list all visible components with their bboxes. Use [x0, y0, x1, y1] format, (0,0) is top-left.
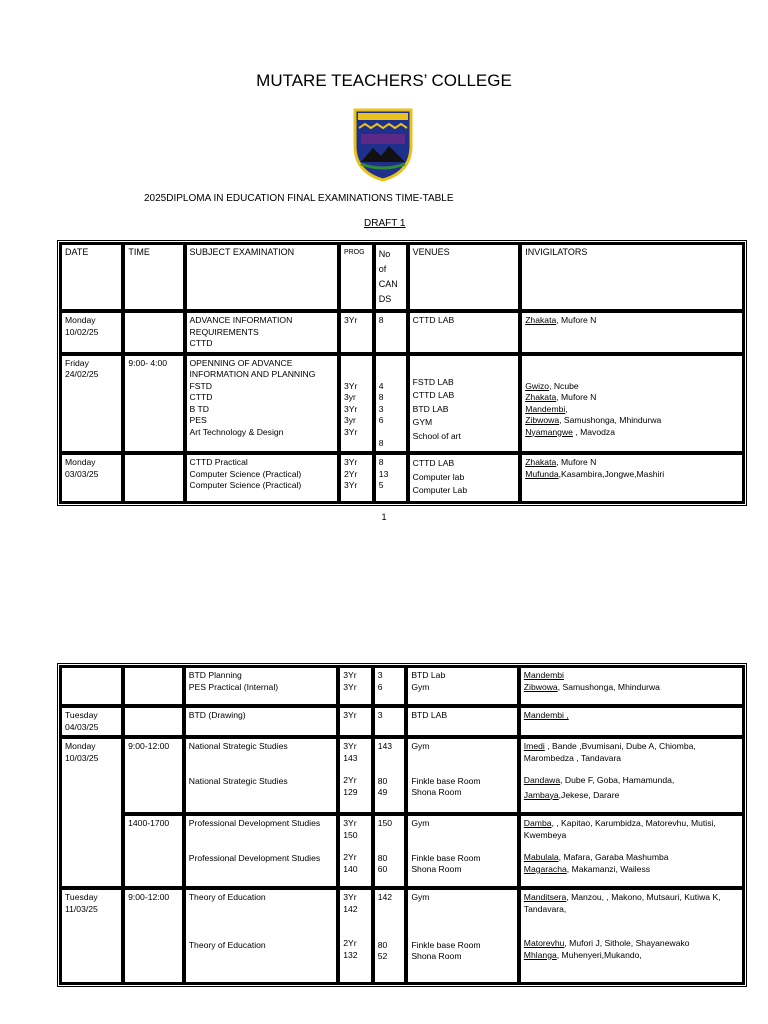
date-cell: [60, 737, 123, 888]
invigilator-name: Damba: [523, 818, 552, 828]
invigilator-line: [524, 741, 739, 753]
prog-cell: [338, 737, 373, 814]
invigilator-line: [525, 457, 739, 469]
prog-line: 3yr: [343, 392, 356, 402]
venue-cell: [406, 666, 518, 706]
venue-cell: CTTD LAB: [408, 311, 521, 354]
invigilator-name: Dandawa: [523, 775, 561, 785]
cands-cell: [373, 888, 407, 984]
date-text: 10/03/25: [65, 752, 99, 763]
invigilator-names: , Mafara, Garaba Mashumba: [558, 852, 669, 862]
prog-cell: [339, 354, 374, 454]
date-cell: [60, 453, 123, 503]
invigilators-cell: [519, 814, 744, 888]
date-cell: [60, 706, 123, 737]
subject-line: National Strategic Studies: [188, 775, 288, 786]
date-cell: [60, 311, 123, 354]
invigilator-names: ,Jekese, Darare: [558, 789, 620, 800]
header-prog: PROG: [339, 243, 374, 311]
invigilator-line: [524, 852, 739, 864]
header-time: TIME: [123, 243, 184, 311]
subject-line: ADVANCE INFORMATION: [189, 315, 293, 325]
invigilator-name: Magaracha: [523, 863, 567, 874]
invigilators-cell: [519, 737, 744, 814]
cands-line: 80: [377, 852, 388, 863]
invigilator-name: Zhakata: [525, 392, 557, 402]
cands-line: 49: [377, 787, 388, 797]
table-row: [60, 311, 744, 354]
timetable-page1: [57, 240, 747, 506]
venue-line: Shona Room: [411, 951, 462, 961]
prog-line: 2Yr: [343, 938, 357, 948]
invigilator-names: , Mufore N: [556, 457, 597, 467]
invigilators-cell: [519, 666, 744, 706]
cands-line: 143: [377, 741, 393, 751]
invigilator-name: Mandembi: [525, 403, 566, 414]
invigilator-line: [525, 415, 739, 427]
cands-line: 52: [377, 951, 388, 961]
cands-line: 142: [377, 892, 393, 902]
invigilator-names: , Makamanzi, Wailess: [566, 863, 651, 874]
prog-line: 3Yr: [343, 480, 358, 490]
prog-line: 3Yr: [343, 426, 358, 437]
prog-line: 142: [343, 903, 358, 914]
invigilator-line: [525, 392, 739, 404]
invigilator-line: [524, 670, 739, 682]
prog-line: 2Yr: [343, 852, 357, 862]
subject-line: OPENNING OF ADVANCE: [189, 357, 293, 368]
cands-cell: 8: [374, 311, 408, 354]
venue-line: GYM: [412, 417, 433, 427]
cands-cell: 3: [373, 706, 407, 737]
invigilator-names: , Bande ,Bvumisani, Dube A, Chiomba,: [544, 741, 696, 751]
prog-line: 129: [343, 786, 358, 797]
prog-line: 3Yr: [343, 380, 358, 391]
prog-line: 3Yr: [343, 403, 358, 414]
date-text: 03/03/25: [65, 468, 99, 479]
cands-line: 13: [378, 468, 389, 479]
prog-line: 3Yr: [343, 670, 357, 680]
subject-line: CTTD Practical: [189, 457, 248, 467]
venue-cell: [406, 888, 518, 984]
prog-cell: 3Yr: [339, 311, 374, 354]
subject-cell: [185, 453, 339, 503]
invigilators-cell: [520, 311, 744, 354]
venue-cell: [408, 453, 521, 503]
day-text: Tuesday: [65, 710, 98, 720]
cands-line: 5: [378, 480, 384, 490]
cands-line: 4: [378, 380, 384, 391]
invigilator-line: [525, 381, 739, 393]
invigilator-line: [524, 864, 739, 876]
table-row: [60, 814, 744, 888]
header-subject: SUBJECT EXAMINATION: [185, 243, 339, 311]
subject-line: National Strategic Studies: [188, 741, 288, 751]
header-date: DATE: [60, 243, 123, 311]
venue-line: Gym: [411, 681, 430, 692]
invigilator-name: Mandembi ,: [523, 710, 569, 720]
invigilators-cell: [519, 888, 744, 984]
subject-line: Computer Science (Practical): [189, 468, 302, 479]
invigilator-names: , Samushonga, Mhindurwa: [557, 681, 660, 692]
day-text: Monday: [65, 315, 96, 325]
table-row: [60, 354, 744, 454]
venue-cell: [406, 814, 518, 888]
venue-line: Finkle base Room: [411, 852, 481, 863]
invigilator-name: Zhakata: [525, 457, 557, 467]
date-cell: [60, 666, 123, 706]
invigilator-line: [525, 427, 739, 439]
cands-line: 8: [378, 437, 384, 448]
venue-line: BTD Lab: [411, 670, 446, 680]
subject-line: PES Practical (Internal): [188, 681, 279, 692]
subject-line: Computer Science (Practical): [189, 480, 302, 490]
day-text: Monday: [65, 457, 96, 467]
invigilator-line: Kwembeya: [523, 829, 567, 840]
date-text: 11/03/25: [65, 903, 98, 914]
venue-cell: [406, 737, 518, 814]
prog-cell: [338, 666, 373, 706]
table-row: [60, 888, 744, 984]
invigilator-names: , Mavodza: [572, 426, 615, 437]
cands-cell: [373, 814, 407, 888]
subject-cell: BTD (Drawing): [184, 706, 338, 737]
venue-line: Computer Lab: [412, 485, 468, 495]
time-cell: 9:00- 4:00: [123, 354, 184, 454]
venue-line: CTTD LAB: [412, 390, 455, 400]
page-number: 1: [381, 512, 387, 522]
venue-line: Gym: [411, 741, 430, 751]
invigilator-name: Manditsera: [523, 892, 567, 902]
prog-line: 3Yr: [343, 818, 357, 828]
subject-cell: [185, 311, 339, 354]
time-cell: [123, 311, 184, 354]
invigilator-name: Imedi: [523, 741, 545, 751]
prog-line: 3Yr: [343, 741, 357, 751]
invigilator-names: ,Kasambira,Jongwe,Mashiri: [558, 468, 665, 479]
table-row: [60, 666, 744, 706]
header-cands-line: No: [378, 249, 391, 259]
invigilator-name: Jambaya: [523, 789, 559, 800]
venue-cell: BTD LAB: [406, 706, 518, 737]
header-cands-line: of: [378, 264, 387, 274]
day-text: Friday: [65, 357, 89, 368]
prog-line: 150: [343, 829, 358, 840]
header-venues: VENUES: [408, 243, 521, 311]
prog-line: 3Yr: [343, 681, 357, 692]
invigilator-line: Marombedza , Tandavara: [523, 752, 622, 763]
subject-line: Professional Development Studies: [188, 818, 321, 828]
date-text: 10/02/25: [65, 326, 99, 337]
cands-line: 6: [377, 681, 383, 692]
cands-line: 80: [377, 939, 388, 950]
subject-line: Theory of Education: [188, 892, 266, 902]
cands-cell: [374, 354, 408, 454]
invigilator-names: , Muhenyeri,Mukando,: [556, 949, 642, 960]
invigilator-name: Zibwowa: [525, 415, 560, 425]
table-row: [60, 706, 744, 737]
invigilator-names: , Mufore N: [556, 315, 597, 325]
venue-line: School of art: [412, 430, 461, 441]
college-title: MUTARE TEACHERS’ COLLEGE: [256, 71, 512, 90]
invigilator-name: Mabulala: [523, 852, 559, 862]
timetable-page2: [57, 663, 747, 987]
header-cands-line: CAN: [378, 279, 398, 289]
subject-cell: [184, 888, 338, 984]
invigilator-names: , Ncube: [549, 380, 579, 391]
venue-cell: [408, 354, 521, 454]
subject-cell: [184, 737, 338, 814]
invigilator-names: , Samushonga, Mhindurwa: [559, 415, 662, 425]
subject-cell: [185, 354, 339, 454]
document-subtitle: 2025DIPLOMA IN EDUCATION FINAL EXAMINATIONS TIME-TABLE: [144, 193, 454, 204]
cands-line: 3: [377, 670, 383, 680]
subject-line: B TD: [189, 403, 209, 414]
invigilator-line: [525, 404, 739, 416]
cands-line: 60: [377, 864, 388, 874]
invigilator-name: Gwizo: [525, 380, 550, 391]
subject-line: INFORMATION AND PLANNING: [189, 369, 316, 379]
table-row: [60, 453, 744, 503]
cands-line: 150: [377, 818, 393, 828]
invigilator-line: [524, 790, 739, 802]
subject-line: BTD Planning: [188, 670, 242, 680]
cands-line: 80: [377, 775, 388, 786]
time-cell: [123, 666, 184, 706]
subject-line: Professional Development Studies: [188, 852, 321, 863]
venue-line: Finkle base Room: [411, 775, 481, 786]
prog-line: 143: [343, 752, 358, 763]
invigilator-name: Matorevhu: [523, 938, 565, 948]
invigilator-names: , , Kapitao, Karumbidza, Matorevhu, Mutisi,: [551, 818, 716, 828]
date-cell: [60, 888, 123, 984]
invigilator-line: Tandavara,: [523, 903, 567, 914]
venue-line: Shona Room: [411, 787, 462, 797]
invigilators-cell: [519, 706, 744, 737]
header-invigilators: INVIGILATORS: [520, 243, 744, 311]
invigilator-names: , Manzou, , Makono, Mutsauri, Kutiwa K,: [566, 892, 721, 902]
subject-line: FSTD: [189, 380, 212, 391]
cands-line: 6: [378, 415, 384, 425]
invigilator-name: Mhlanga: [523, 949, 557, 960]
invigilators-cell: [520, 453, 744, 503]
prog-line: 2Yr: [343, 775, 357, 785]
cands-line: 8: [378, 457, 384, 467]
time-cell: 1400-1700: [123, 814, 184, 888]
time-cell: 9:00-12:00: [123, 888, 184, 984]
venue-line: BTD LAB: [412, 403, 449, 414]
invigilator-line: [524, 950, 739, 962]
invigilator-line: [525, 469, 739, 481]
table-row: [60, 737, 744, 814]
date-cell: [60, 354, 123, 454]
subject-line: PES: [189, 415, 207, 425]
cands-cell: [373, 666, 407, 706]
prog-line: 3Yr: [343, 457, 358, 467]
header-cands-line: DS: [378, 294, 392, 304]
prog-cell: [338, 888, 373, 984]
subject-line: CTTD: [189, 338, 213, 348]
time-cell: [123, 706, 184, 737]
prog-cell: [338, 814, 373, 888]
subject-cell: [184, 666, 338, 706]
invigilator-line: [524, 682, 739, 694]
cands-cell: [373, 737, 407, 814]
invigilators-cell: [520, 354, 744, 454]
cands-line: 8: [378, 392, 384, 402]
day-text: Monday: [65, 741, 96, 751]
subject-line: Art Technology & Design: [189, 426, 284, 437]
prog-cell: [339, 453, 374, 503]
cands-cell: [374, 453, 408, 503]
invigilator-name: Nyamangwe: [525, 426, 573, 437]
prog-line: 140: [343, 863, 358, 874]
invigilator-name: Zibwowa: [523, 681, 558, 692]
invigilator-names: , Mufori J, Sithole, Shayanewako: [564, 938, 690, 948]
invigilator-names: ,: [565, 403, 568, 414]
venue-line: Gym: [411, 818, 430, 828]
date-text: 04/03/25: [65, 721, 99, 732]
college-crest-logo: [351, 106, 415, 182]
day-text: Tuesday: [65, 892, 98, 902]
time-cell: [123, 453, 184, 503]
venue-line: FSTD LAB: [412, 376, 454, 387]
time-cell: 9:00-12:00: [123, 737, 184, 814]
subject-cell: [184, 814, 338, 888]
date-text: 24/02/25: [65, 369, 99, 379]
prog-line: 2Yr: [343, 468, 358, 479]
prog-line: 132: [343, 949, 358, 960]
invigilator-name: Mufunda: [525, 468, 559, 479]
prog-cell: 3Yr: [338, 706, 373, 737]
invigilator-name: Zhakata: [525, 315, 557, 325]
invigilator-names: , Dube F, Goba, Hamamunda,: [560, 775, 675, 785]
venue-line: Computer lab: [412, 471, 465, 482]
subject-line: REQUIREMENTS: [189, 326, 259, 337]
venue-line: Shona Room: [411, 864, 462, 874]
prog-line: 3yr: [343, 415, 356, 425]
cands-line: 3: [378, 403, 384, 414]
prog-line: 3Yr: [343, 892, 357, 902]
invigilator-line: [524, 818, 739, 830]
table-header-row: [60, 243, 744, 311]
draft-label: DRAFT 1: [364, 218, 406, 229]
header-cands: [374, 243, 408, 311]
venue-line: CTTD LAB: [412, 458, 455, 468]
invigilator-line: [524, 892, 739, 904]
subject-line: CTTD: [189, 392, 213, 402]
venue-line: Finkle base Room: [411, 939, 481, 950]
venue-line: Gym: [411, 892, 430, 902]
invigilator-line: [524, 775, 739, 787]
invigilator-name: Mandembi: [523, 670, 564, 680]
subject-line: Theory of Education: [188, 939, 266, 950]
invigilator-line: [524, 938, 739, 950]
invigilator-names: , Mufore N: [556, 392, 597, 402]
